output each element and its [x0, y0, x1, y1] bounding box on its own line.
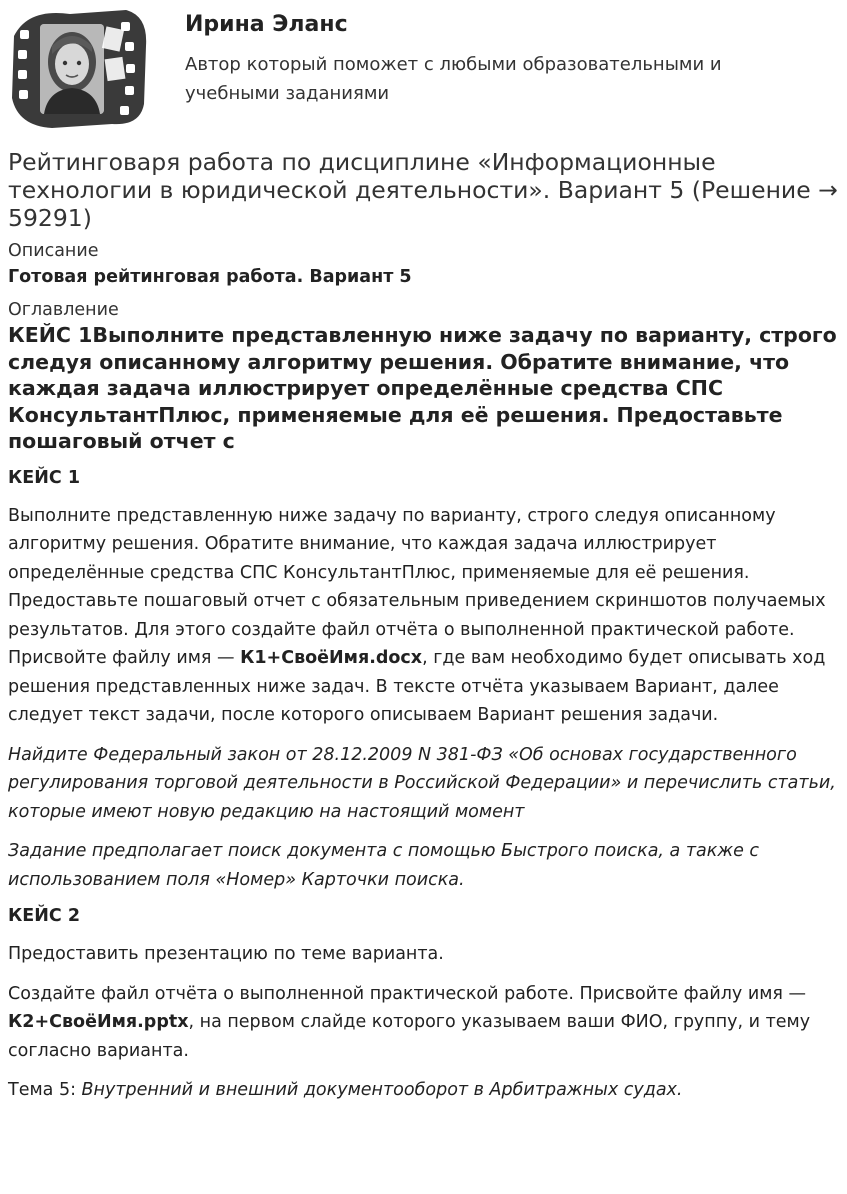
case2-theme-text: Внутренний и внешний документооборот в Арбитражных судах.	[81, 1080, 683, 1100]
case2-title: КЕЙС 2	[8, 906, 81, 926]
description-label: Описание	[8, 241, 99, 261]
case1-hint: Задание предполагает поиск документа с помощью Быстрого поиска, а также с использованием поля «Номер» Карточки поиска.	[8, 841, 760, 890]
case1-instructions	[8, 502, 842, 730]
toc-heading: КЕЙС 1Выполните представленную ниже задачу по варианту, строго следуя описанному алгоритму решения. Обратите внимание, что каждая задача иллюстрирует определённые средства СПС КонсультантПлюс, применяемые для её решения. Предоставьте пошаговый отчет с	[8, 323, 837, 453]
document-title: Рейтинговаря работа по дисциплине «Информационные технологии в юридической деятельности». Вариант 5 (Решение → 59291)	[8, 148, 838, 232]
author-name[interactable]: Ирина Эланс	[185, 12, 348, 37]
case2-intro: Предоставить презентацию по теме варианта.	[8, 944, 444, 964]
case2-theme	[8, 1076, 842, 1105]
case2-instructions	[8, 980, 842, 1066]
case2-instructions-tail: , на первом слайде которого указываем ваши ФИО, группу, и тему согласно варианта.	[8, 1012, 811, 1061]
author-avatar[interactable]	[8, 6, 150, 128]
case1-instructions-text: Выполните представленную ниже задачу по варианту, строго следуя описанному алгоритму решения. Обратите внимание, что каждая задача иллюстрирует определённые средства СПС КонсультантПлюс, применяемые для её решения. Предоставьте пошаговый отчет с обязательным приведением скриншотов получаемых результатов. Для этого создайте файл отчёта о выполненной практической работе. Присвойте файлу имя —	[8, 505, 826, 668]
author-card	[0, 0, 847, 130]
case1-task: Найдите Федеральный закон от 28.12.2009 N 381-ФЗ «Об основах государственного регулирования торговой деятельности в Российской Федерации» и перечислить статьи, которые имеют новую редакцию на настоящий момент	[8, 744, 836, 822]
case2-theme-label: Тема 5:	[8, 1080, 82, 1100]
toc-label: Оглавление	[8, 300, 119, 320]
case1-instructions-tail: , где вам необходимо будет описывать ход решения представленных ниже задач. В тексте отчёта указываем Вариант, далее следует текст задачи, после которого описываем Вариант решения задачи.	[8, 648, 826, 725]
author-description: Автор который поможет с любыми образовательными и учебными заданиями	[185, 54, 722, 104]
document-content	[8, 148, 842, 1116]
case2-instructions-text: Создайте файл отчёта о выполненной практической работе. Присвойте файлу имя —	[8, 983, 806, 1004]
description-text: Готовая рейтинговая работа. Вариант 5	[8, 267, 412, 287]
case1-title: КЕЙС 1	[8, 467, 81, 488]
case1-filename: К1+СвоёИмя.docx	[240, 648, 423, 668]
case2-filename: К2+СвоёИмя.pptx	[8, 1012, 189, 1032]
